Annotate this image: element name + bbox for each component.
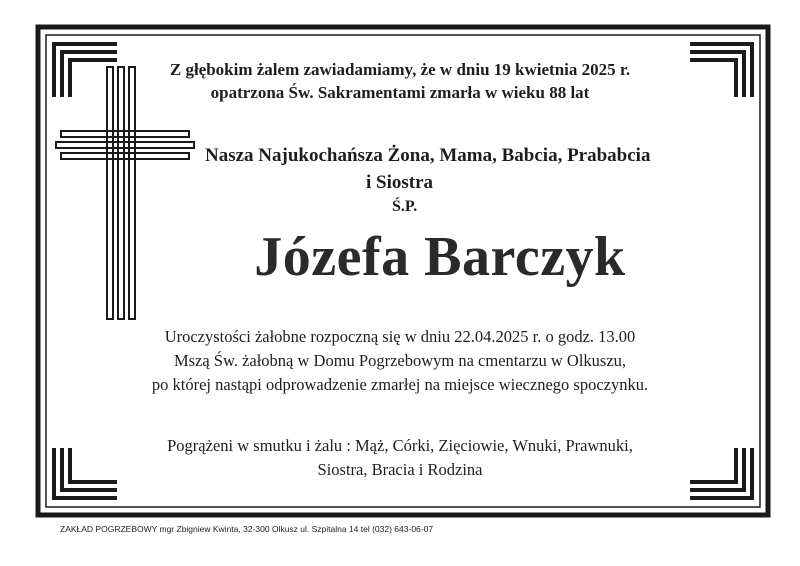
cross-icon: [56, 67, 194, 319]
mourners-line-2: Siostra, Bracia i Rodzina: [317, 460, 483, 479]
intro-line-2: opatrzona Św. Sakramentami zmarła w wieku 88 lat: [210, 83, 590, 102]
funeral-line-3: po której nastąpi odprowadzenie zmarłej na miejsce wiecznego spoczynku.: [151, 375, 649, 394]
relations-line-2: i Siostra: [366, 172, 434, 193]
honorific: Ś.P.: [392, 198, 418, 215]
funeral-line-2: Mszą Św. żałobną w Domu Pogrzebowym na cmentarzu w Olkuszu,: [173, 351, 627, 370]
deceased-name: Józefa Barczyk: [254, 226, 626, 288]
mourners-line-1: Pogrążeni w smutku i żalu : Mąż, Córki, Zięciowie, Wnuki, Prawnuki,: [167, 436, 633, 455]
funeral-line-1: Uroczystości żałobne rozpoczną się w dniu 22.04.2025 r. o godz. 13.00: [164, 327, 636, 346]
relations-line-1: Nasza Najukochańsza Żona, Mama, Babcia, Prababcia: [205, 145, 651, 166]
intro-line-1: Z głębokim żalem zawiadamiamy, że w dniu 19 kwietnia 2025 r.: [169, 60, 631, 79]
funeral-home-footer: ZAKŁAD POGRZEBOWY mgr Zbigniew Kwinta, 32-300 Olkusz ul. Szpitalna 14 tel (032) 643-06-07: [60, 524, 434, 534]
